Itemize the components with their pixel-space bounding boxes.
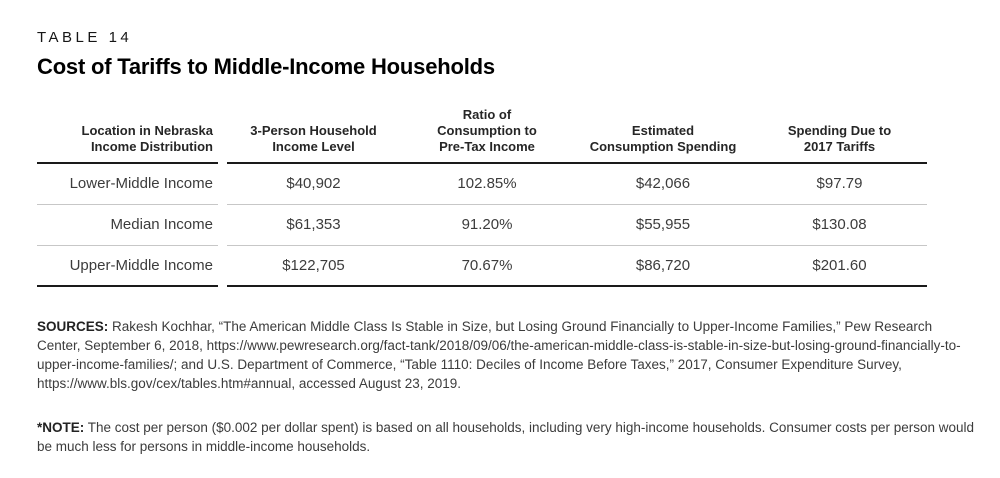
header-line: 2017 Tariffs — [803, 139, 876, 154]
table-number: TABLE 14 — [37, 29, 133, 46]
header-line: 3-Person Household — [250, 123, 377, 138]
column-header-consumption-ratio — [400, 107, 574, 163]
column-gap — [218, 204, 227, 245]
header-line: Consumption to — [437, 123, 537, 138]
sources-body: Rakesh Kochhar, “The American Middle Class Is Stable in Size, but Losing Ground Financially to Upper-Income Families,” Pew Research Center, September 6, 2018, https://www.pewresearch.org/fact-tank/2018/09/06/the-american-middle-class-is-stable-in-size-but-losing-ground-financially-to-upper-income-families/; and U.S. Department of Commerce, “Table 1110: Deciles of Income Before Taxes,” 2017, Consumer Expenditure Survey, https://www.bls.gov/cex/tables.htm#annual, accessed August 23, 2019. — [37, 319, 961, 391]
header-line: Location in Nebraska — [81, 123, 213, 138]
column-header-consumption-spending — [574, 107, 752, 163]
column-header-income-level — [227, 107, 400, 163]
table-cell: $130.08 — [752, 204, 927, 245]
data-table — [37, 107, 927, 287]
column-header-location — [37, 107, 218, 163]
header-line: Pre-Tax Income — [439, 139, 535, 154]
table-cell: $122,705 — [227, 245, 400, 286]
table-cell: $40,902 — [227, 163, 400, 204]
header-line: Ratio of — [462, 107, 512, 122]
table-cell: $201.60 — [752, 245, 927, 286]
table-cell: Lower-Middle Income — [37, 163, 218, 204]
table-cell: $97.79 — [752, 163, 927, 204]
header-line: Estimated — [631, 123, 695, 138]
header-line: Consumption Spending — [589, 139, 737, 154]
table-cell: $42,066 — [574, 163, 752, 204]
header-line: Spending Due to — [787, 123, 892, 138]
column-gap — [218, 107, 227, 163]
table-cell: $55,955 — [574, 204, 752, 245]
column-header-tariff-spending — [752, 107, 927, 163]
table-cell: Median Income — [37, 204, 218, 245]
header-row — [37, 107, 927, 163]
table-cell: Upper-Middle Income — [37, 245, 218, 286]
header-line: Income Level — [272, 139, 355, 154]
table-cell: 91.20% — [400, 204, 574, 245]
footnote-label: *NOTE: — [37, 420, 85, 435]
table-cell: 102.85% — [400, 163, 574, 204]
footnote — [37, 418, 975, 456]
column-gap — [218, 163, 227, 204]
header-line: Income Distribution — [90, 139, 213, 154]
page-title: Cost of Tariffs to Middle-Income Households — [37, 54, 495, 79]
table-cell: $86,720 — [574, 245, 752, 286]
table-row — [37, 245, 927, 286]
table-cell: 70.67% — [400, 245, 574, 286]
footnote-body: The cost per person ($0.002 per dollar spent) is based on all households, including very high-income households. Consumer costs per person would be much less for persons in middle-income households. — [37, 420, 975, 454]
sources-note — [37, 317, 975, 393]
table-row — [37, 163, 927, 204]
table-row — [37, 204, 927, 245]
column-gap — [218, 245, 227, 286]
table-cell: $61,353 — [227, 204, 400, 245]
sources-label: SOURCES: — [37, 319, 109, 334]
